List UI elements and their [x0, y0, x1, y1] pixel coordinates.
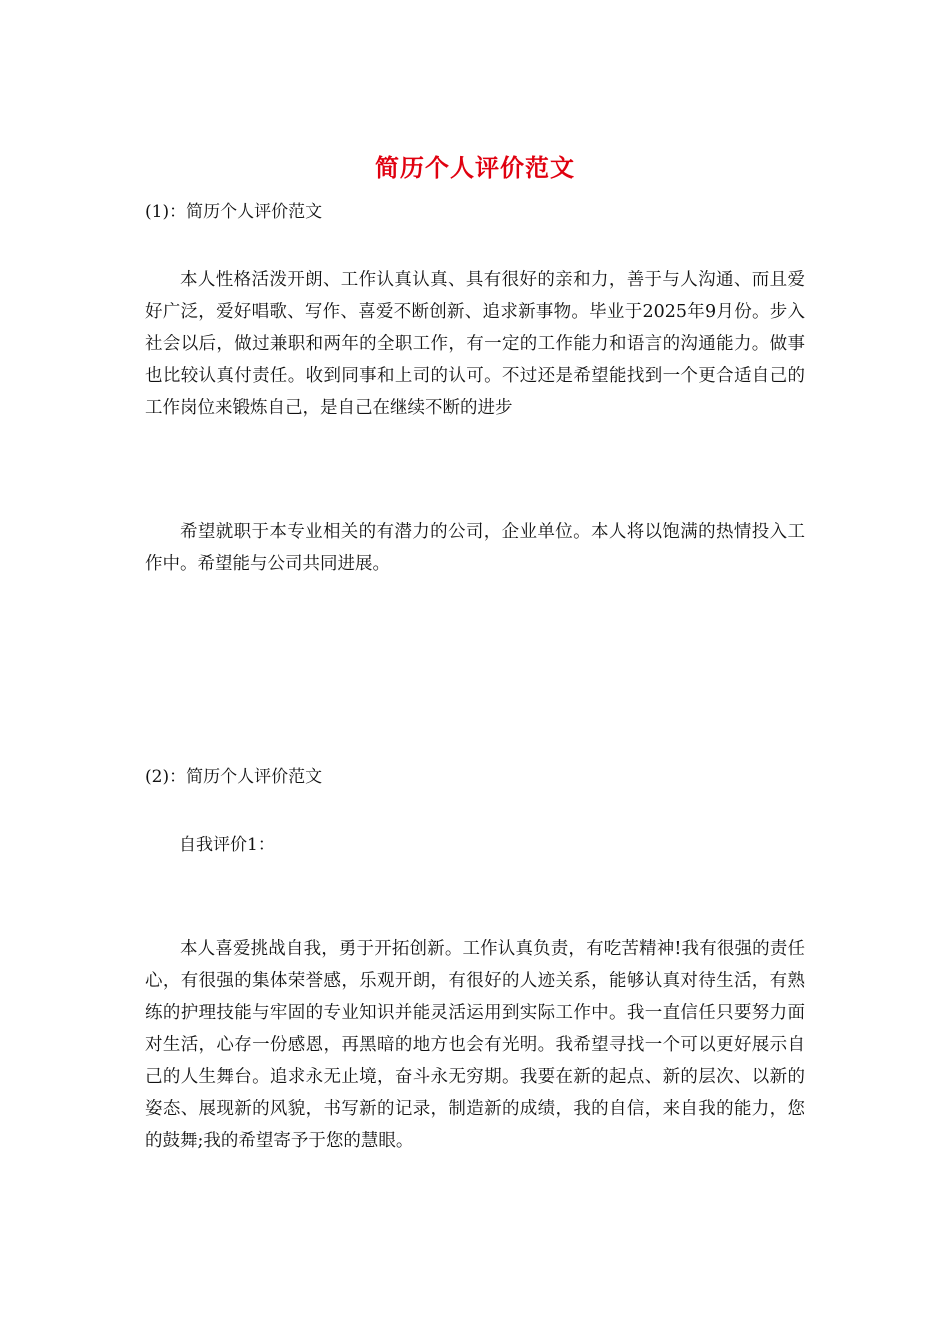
section-2-paragraph-1: 本人喜爱挑战自我，勇于开拓创新。工作认真负责，有吃苦精神!我有很强的责任心，有很强的集体荣誉感，乐观开朗，有很好的人迹关系，能够认真对待生活，有熟练的护理技能与牢固的专业知识并能灵活运用到实际工作中。我一直信任只要努力面对生活，心存一份感恩，再黑暗的地方也会有光明。我希望寻找一个可以更好展示自己的人生舞台。追求永无止境，奋斗永无穷期。我要在新的起点、新的层次、以新的姿态、展现新的风貌，书写新的记录，制造新的成绩，我的自信，来自我的能力，您的鼓舞;我的希望寄予于您的慧眼。	[145, 939, 805, 1151]
document-title: 简历个人评价范文	[375, 153, 575, 182]
section-1-heading: (1)：简历个人评价范文	[145, 202, 323, 222]
section-1-paragraph-2: 希望就职于本专业相关的有潜力的公司，企业单位。本人将以饱满的热情投入工作中。希望能与公司共同进展。	[145, 522, 805, 574]
section-2-heading: (2)：简历个人评价范文	[145, 767, 323, 787]
section-2-subheading: 自我评价1：	[179, 835, 275, 855]
section-1-paragraph-1: 本人性格活泼开朗、工作认真认真、具有很好的亲和力，善于与人沟通、而且爱好广泛，爱好唱歌、写作、喜爱不断创新、追求新事物。毕业于2025年9月份。步入社会以后，做过兼职和两年的全职工作，有一定的工作能力和语言的沟通能力。做事也比较认真付责任。收到同事和上司的认可。不过还是希望能找到一个更合适自己的工作岗位来锻炼自己，是自己在继续不断的进步	[145, 270, 805, 418]
